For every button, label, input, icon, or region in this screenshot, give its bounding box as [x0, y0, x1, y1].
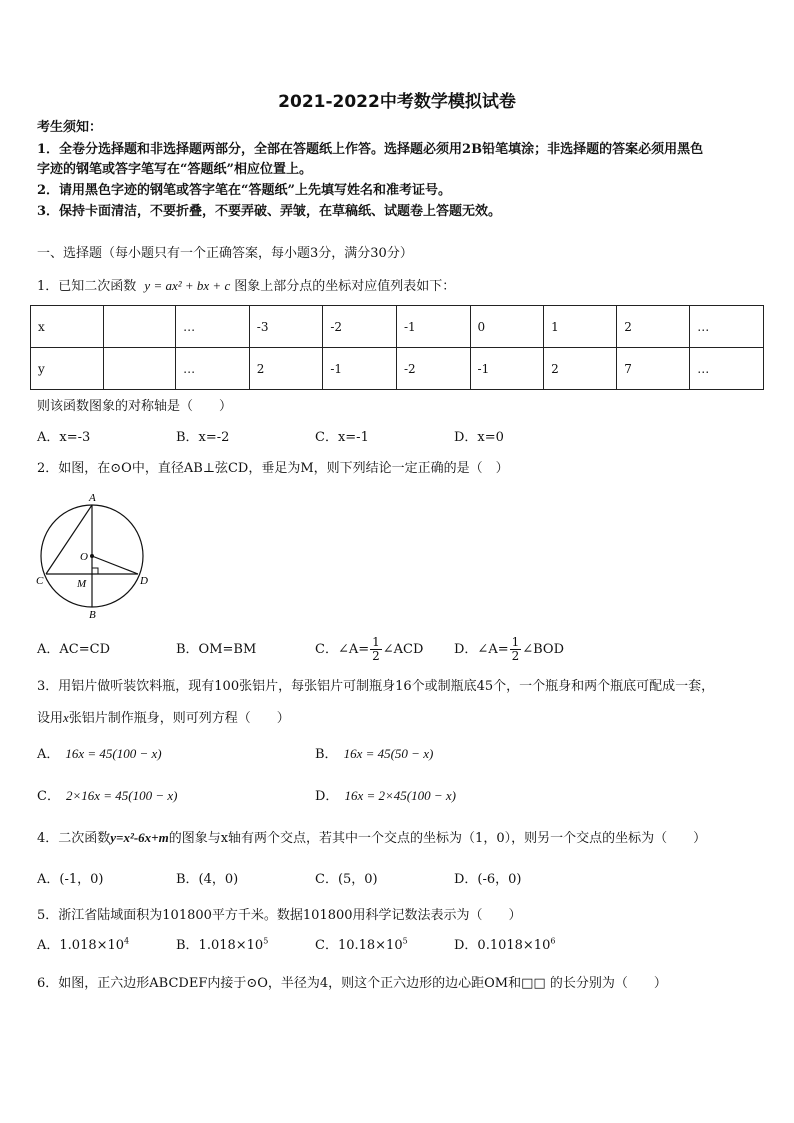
q3-option-c — [37, 786, 177, 807]
q5-stem: 5．浙江省陆域面积为101800平方千米。数据101800用科学记数法表示为（ ） — [37, 908, 522, 923]
q2-option-d — [454, 630, 564, 670]
label-c: C — [36, 575, 44, 587]
table-cell: 7 — [617, 348, 690, 390]
q1-option-c: C．x=-1 — [315, 430, 369, 445]
q2-option-b: B．OM=BM — [176, 642, 257, 657]
q2-option-d-prefix: D．∠A= — [454, 642, 509, 657]
q1-option-a: A．x=-3 — [37, 430, 91, 445]
q4-formula: y=x²-6x+m — [110, 830, 169, 845]
q2-circle-figure — [34, 490, 154, 620]
q1-option-b: B．x=-2 — [176, 430, 230, 445]
section-heading: 一、选择题（每小题只有一个正确答案，每小题3分，满分30分） — [37, 246, 413, 261]
notice-line-4: 3．保持卡面清洁，不要折叠，不要弄破、弄皱，在草稿纸、试题卷上答题无效。 — [37, 204, 502, 219]
q2-option-c — [315, 630, 423, 670]
fraction-denominator: 2 — [511, 649, 520, 663]
q4-prefix: 4．二次函数 — [37, 831, 111, 846]
option-base: C．10.18×10 — [315, 938, 403, 953]
q4-option-c: C．(5，0) — [315, 872, 378, 887]
table-cell: … — [176, 306, 250, 348]
option-exponent: 6 — [550, 936, 556, 946]
table-cell — [103, 348, 175, 390]
q1-stem — [37, 276, 455, 297]
table-cell: y — [31, 348, 104, 390]
q2-option-d-suffix: ∠BOD — [522, 642, 565, 657]
label-b: B — [89, 609, 96, 620]
q1-prefix: 1．已知二次函数 — [37, 279, 137, 294]
q5-option-c — [315, 936, 408, 956]
q4-option-b: B．(4，0) — [176, 872, 239, 887]
option-label: A． — [37, 747, 60, 762]
option-label: C． — [37, 789, 60, 804]
table-cell: -2 — [396, 348, 470, 390]
notice-line-3: 2．请用黑色字迹的钢笔或答字笔在“答题纸”上先填写姓名和准考证号。 — [37, 183, 452, 198]
label-o: O — [80, 551, 88, 563]
table-cell: -1 — [396, 306, 470, 348]
option-exponent: 5 — [402, 936, 408, 946]
center-dot — [90, 554, 94, 558]
q3-option-a — [37, 744, 162, 765]
fraction-half — [370, 636, 382, 663]
q4-option-d: D．(-6，0) — [454, 872, 522, 887]
q3-line-2 — [37, 708, 290, 729]
q2-option-a: A．AC=CD — [37, 642, 110, 657]
table-cell: 2 — [617, 306, 690, 348]
table-row-x — [31, 306, 764, 348]
table-cell: … — [690, 306, 764, 348]
page-title: 2021-2022中考数学模拟试卷 — [278, 92, 516, 112]
q1-value-table — [30, 305, 764, 390]
option-base: B．1.018×10 — [176, 938, 264, 953]
fraction-half — [510, 636, 522, 663]
q6-stem: 6．如图，正六边形ABCDEF内接于⊙O，半径为4，则这个正六边形的边心距OM和□□ 的长分别为（ ） — [37, 976, 667, 991]
fraction-denominator: 2 — [372, 649, 380, 663]
table-cell: 0 — [470, 306, 544, 348]
option-base: A．1.018×10 — [37, 938, 125, 953]
table-cell: -2 — [323, 306, 397, 348]
segment-od — [92, 556, 138, 574]
q3-line-2-suffix: 张铝片制作瓶身，则可列方程（ ） — [68, 711, 290, 726]
q4-option-a: A．(-1，0) — [37, 872, 104, 887]
label-d: D — [140, 575, 148, 587]
q1-formula: y = ax² + bx + c — [144, 278, 231, 293]
q3-variable: x — [63, 710, 69, 725]
table-cell: 2 — [544, 348, 617, 390]
table-row-y — [31, 348, 764, 390]
option-equation: 16x = 2×45(100 − x) — [344, 788, 456, 803]
option-exponent: 5 — [263, 936, 269, 946]
fraction-numerator: 1 — [511, 635, 520, 649]
label-m: M — [77, 578, 87, 590]
option-label: D． — [315, 789, 339, 804]
option-base: D．0.1018×10 — [454, 938, 551, 953]
q1-option-d: D．x=0 — [454, 430, 504, 445]
option-equation: 16x = 45(100 − x) — [65, 746, 162, 761]
notice-line-1: 1．全卷分选择题和非选择题两部分，全部在答题纸上作答。选择题必须用2B铅笔填涂；非选择题的答案必须用黑色 — [37, 142, 704, 157]
segment-ac — [46, 505, 92, 574]
q2-option-c-suffix: ∠ACD — [382, 642, 424, 657]
notice-line-2: 字迹的钢笔或答字笔写在“答题纸”相应位置上。 — [37, 162, 312, 177]
table-cell: 1 — [544, 306, 617, 348]
q5-option-b — [176, 936, 268, 956]
table-cell: … — [690, 348, 764, 390]
table-cell: -1 — [323, 348, 397, 390]
q2-option-c-prefix: C．∠A= — [315, 642, 370, 657]
table-cell: -1 — [470, 348, 544, 390]
table-cell: 2 — [249, 348, 323, 390]
option-equation: 16x = 45(50 − x) — [343, 746, 434, 761]
q2-stem: 2．如图，在⊙O中，直径AB⊥弦CD，垂足为M，则下列结论一定正确的是（ ） — [37, 461, 509, 476]
q3-line-1: 3．用铝片做听装饮料瓶，现有100张铝片，每张铝片可制瓶身16个或制瓶底45个，一个瓶身和两个瓶底可配成一套， — [37, 679, 715, 694]
label-a: A — [89, 492, 96, 504]
q3-line-2-prefix: 设用 — [37, 711, 64, 726]
q5-option-d — [454, 936, 555, 956]
q5-option-a — [37, 936, 129, 956]
q1-suffix: 图象上部分点的坐标对应值列表如下： — [234, 279, 456, 294]
notice-heading: 考生须知： — [37, 120, 103, 135]
q3-option-b — [315, 744, 433, 765]
q1-question: 则该函数图象的对称轴是（ ） — [37, 399, 233, 414]
table-cell: … — [176, 348, 250, 390]
q4-suffix: 的图象与x轴有两个交点，若其中一个交点的坐标为（1，0），则另一个交点的坐标为（ ） — [168, 831, 707, 846]
right-angle-mark — [92, 568, 98, 574]
option-exponent: 4 — [124, 936, 130, 946]
table-cell: x — [31, 306, 104, 348]
q4-stem — [37, 828, 706, 849]
fraction-numerator: 1 — [372, 635, 380, 649]
option-equation: 2×16x = 45(100 − x) — [65, 788, 178, 803]
table-cell: -3 — [249, 306, 323, 348]
q3-option-d — [315, 786, 456, 807]
option-label: B． — [315, 747, 338, 762]
table-cell — [103, 306, 175, 348]
